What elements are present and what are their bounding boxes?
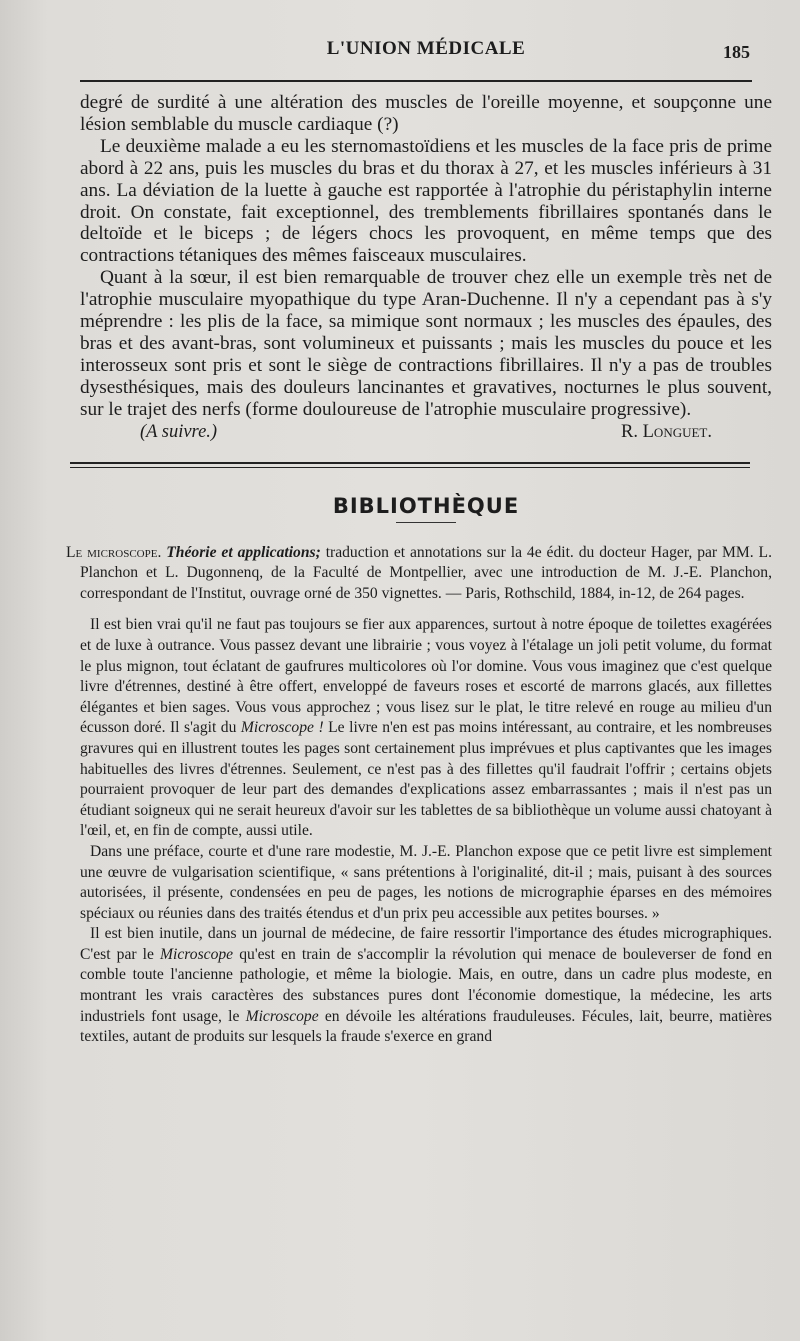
book-reference (66, 543, 772, 605)
section-title: BIBLIOTHÈQUE (332, 493, 520, 518)
book-reference-title: Théorie et applications; (166, 543, 321, 561)
review-paragraph-1 (80, 615, 772, 842)
review-paragraph-1-start: Il est bien vrai qu'il ne faut pas toujours se fier aux apparences, surtout à notre époque de toilettes exagérées et de luxe à outrance. Vous passez devant une librairie ; vous voyez à l'étalage un joli petit volume, du format le plus mignon, tout éclatant de gaufrures multicolores où l'or domine. Vous vous imaginez que c'est quelque livre d'étrennes, destiné à être offert, enveloppé de faveurs roses et escorté de marrons glacés, aux fillettes élégantes et bien sages. Vous vous approchez ; vous lisez sur le plat, le titre relevé en rouge au milieu d'un écusson doré. Il s'agit du (80, 616, 772, 737)
article-author: R. Longuet. (621, 421, 712, 442)
review-paragraph-3-end: en dévoile les altérations frauduleuses. Fécules, lait, beurre, matières textiles, autant de produits sur lesquels la fraude s'exerce en grand (80, 1007, 772, 1046)
article-paragraph-2: Le deuxième malade a eu les sternomastoïdiens et les muscles de la face pris de prime abord à 22 ans, puis les muscles du bras et du thorax à 27, et les muscles inférieurs à 31 ans. La déviation de la luette à gauche est rapportée à l'atrophie du péristaphylin interne droit. On constate, fait exceptionnel, des tremblements fibrillaires spontanés dans le deltoïde et le biceps ; de légers chocs les provoquent, en même temps que des contractions tétaniques des mêmes faisceaux musculaires. (80, 135, 772, 267)
review-paragraph-2: Dans une préface, courte et d'une rare modestie, M. J.-E. Planchon expose que ce petit livre est simplement une œuvre de vulgarisation scientifique, « sans prétentions à l'originalité, dit-il ; mais, puisant à des sources autorisées, il présente, condensées en peu de pages, les notions de micrographie éparses en des mémoires spéciaux ou réunies dans des traités étendus et d'un prix peu accessible aux petites bourses. » (80, 842, 772, 922)
review-paragraph-3-italic-1: Microscope (160, 945, 234, 963)
book-reference-prefix: Le microscope. (66, 543, 162, 561)
running-header (80, 38, 772, 72)
bibliography-section (66, 543, 772, 1048)
page-number: 185 (723, 42, 750, 62)
running-title: L'UNION MÉDICALE (326, 38, 526, 59)
section-divider (70, 462, 750, 468)
to-be-continued: (A suivre.) (140, 421, 218, 442)
article-signoff (80, 422, 772, 448)
review-paragraph-3-middle: qu'est en train de s'accomplir la révolution qui menace de bouleverser de fond en comble toute l'ancienne pathologie, et même la biologie. Mais, en outre, dans un cadre plus modeste, en montrant les vrais caractères des substances pures dont l'économie domestique, la médecine, les arts industriels font usage, le (80, 945, 772, 1025)
review-paragraph-3-start: Il est bien inutile, dans un journal de médecine, de faire ressortir l'importance des études micrographiques. C'est par le (80, 925, 772, 963)
review-paragraph-3 (80, 924, 772, 1048)
section-title-rule (396, 522, 456, 523)
header-rule (80, 80, 752, 82)
review-paragraph-3-italic-2: Microscope (245, 1007, 319, 1025)
review-paragraph-1-italic: Microscope ! (240, 719, 324, 737)
article-paragraph-1: degré de surdité à une altération des muscles de l'oreille moyenne, et soupçonne une lésion semblable du muscle cardiaque (?) (80, 92, 772, 135)
book-reference-details: traduction et annotations sur la 4e édit. du docteur Hager, par MM. L. Planchon et L. Dugonnenq, de la Faculté de Montpellier, avec une introduction de M. J.-E. Planchon, correspondant de l'Institut, ouvrage orné de 350 vignettes. — Paris, Rothschild, 1884, in-12, de 264 pages. (80, 543, 772, 602)
review-paragraph-1-end: Le livre n'en est pas moins intéressant, au contraire, et les nombreuses gravures qui en illustrent toutes les pages sont certainement plus imprévues et plus captivantes que les images habituelles des livres d'étrennes. Seulement, ce n'est pas à des fillettes qu'il faudrait l'offrir ; certains objets pourraient provoquer de leur part des demandes d'explications assez embarrassantes ; mais il n'est pas un étudiant soigneux qui ne serait heureux d'avoir sur les tablettes de sa bibliothèque un volume aussi chatoyant à l'œil, et, en fin de compte, aussi utile. (80, 719, 772, 840)
article-continuation (80, 92, 772, 448)
article-paragraph-3: Quant à la sœur, il est bien remarquable de trouver chez elle un exemple très net de l'atrophie musculaire myopathique du type Aran-Duchenne. Il n'y a cependant pas à s'y méprendre : les plis de la face, sa mimique sont normaux ; les muscles des épaules, des bras et des avant-bras, sont volumineux et puissants ; mais les muscles du pouce et les interosseux sont pris et sont le siège de contractions fibrillaires. Il n'y a pas de troubles dysesthésiques, mais des douleurs lancinantes et gravatives, nocturnes le plus souvent, sur le trajet des nerfs (forme douloureuse de l'atrophie musculaire progressive). (80, 267, 772, 420)
